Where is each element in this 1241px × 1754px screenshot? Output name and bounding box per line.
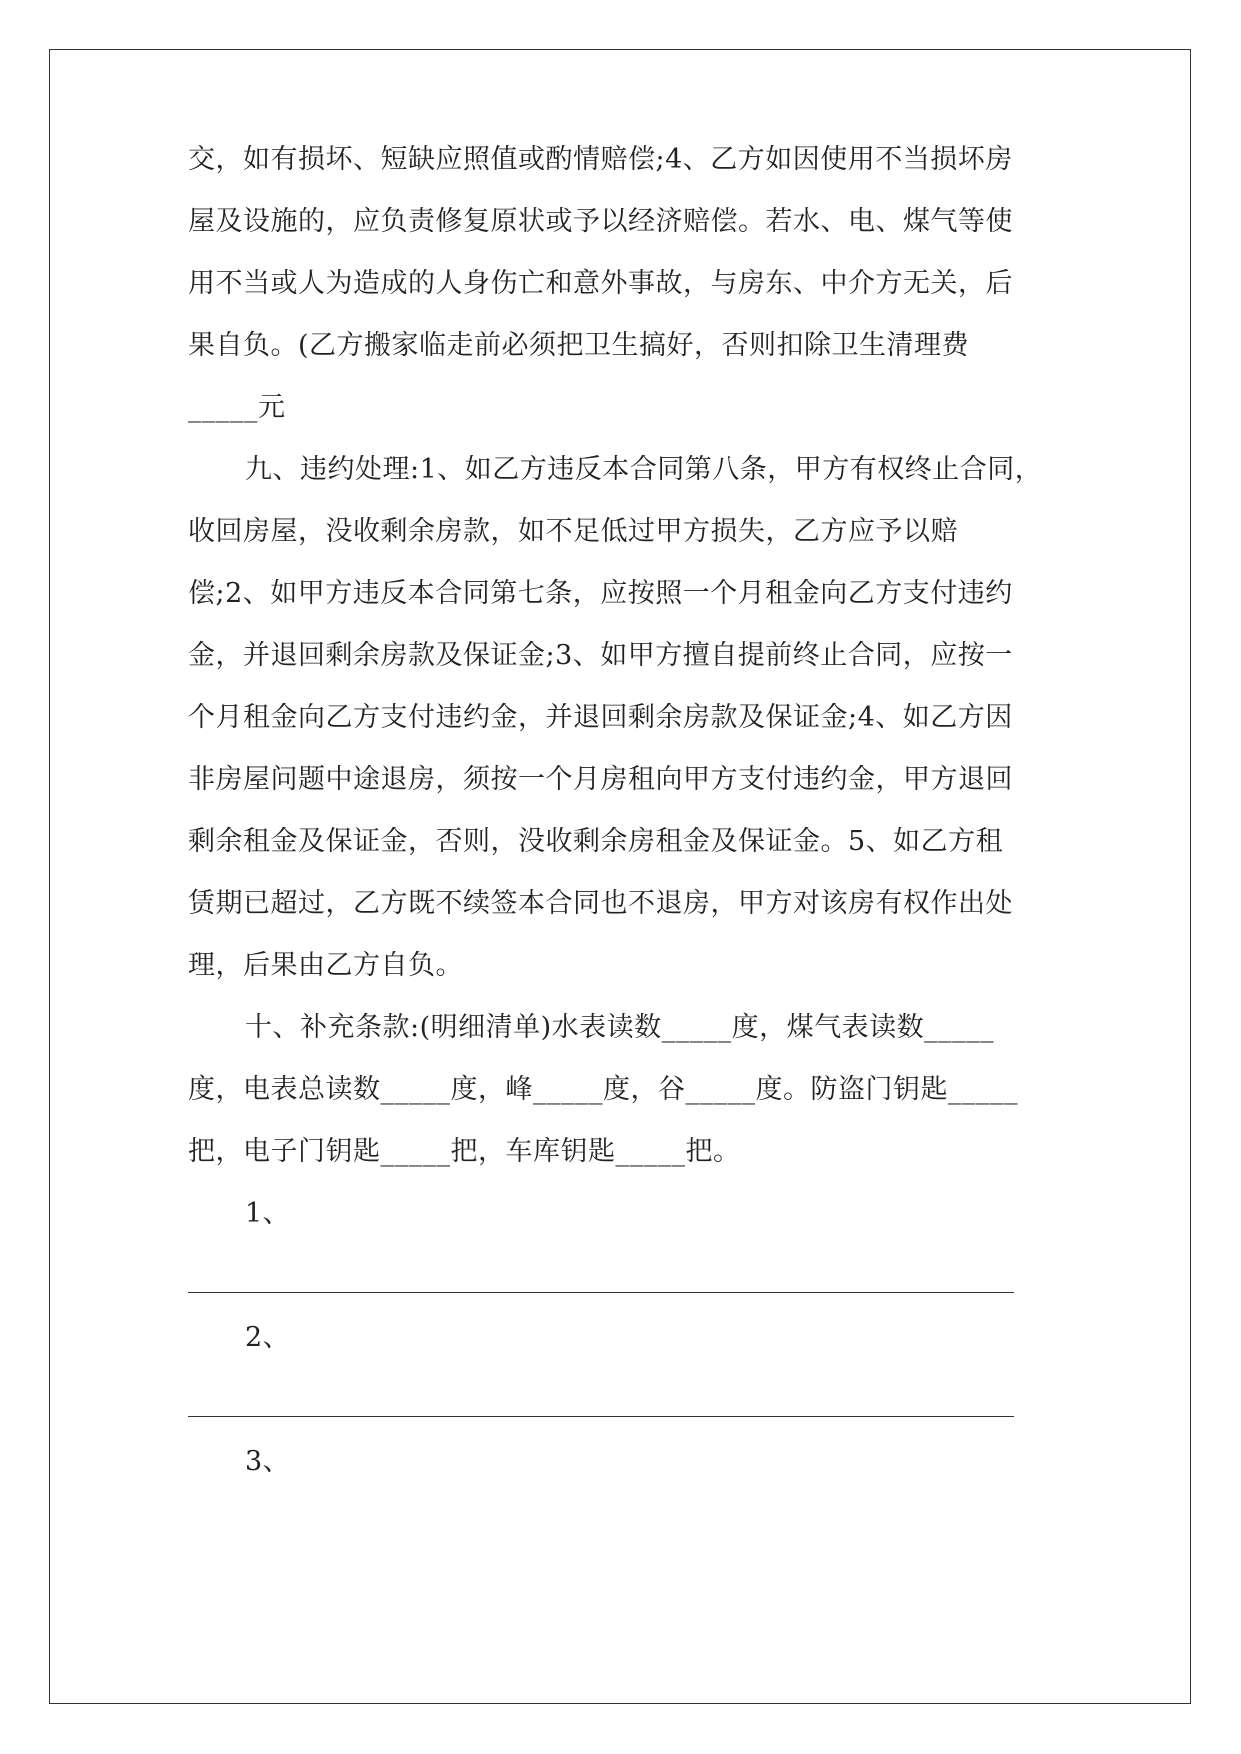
text-line: 果自负。(乙方搬家临走前必须把卫生搞好，否则扣除卫生清理费: [188, 330, 970, 361]
text-line: 收回房屋，没收剩余房款，如不足低过甲方损失，乙方应予以赔: [188, 516, 958, 547]
text-line: 赁期已超过，乙方既不续签本合同也不退房，甲方对该房有权作出处: [188, 888, 1013, 919]
section-ten-heading: 十、补充条款:(明细清单)水表读数_____度，煤气表读数_____: [245, 1012, 995, 1043]
text-line: 个月租金向乙方支付违约金，并退回剩余房款及保证金;4、如乙方因: [188, 702, 1013, 733]
text-line: 把，电子门钥匙_____把，车库钥匙_____把。: [188, 1136, 741, 1167]
text-line: 交，如有损坏、短缺应照值或酌情赔偿;4、乙方如因使用不当损坏房: [188, 144, 1013, 175]
clause-item-3: 3、: [245, 1446, 291, 1477]
text-line: 用不当或人为造成的人身伤亡和意外事故，与房东、中介方无关，后: [188, 268, 1013, 299]
text-line: 非房屋问题中途退房，须按一个月房租向甲方支付违约金，甲方退回: [188, 764, 1013, 795]
document-body: [188, 129, 1058, 1493]
clause-item-1: 1、: [245, 1198, 291, 1229]
text-line: 屋及设施的，应负责修复原状或予以经济赔偿。若水、电、煤气等使: [188, 206, 1013, 237]
clause-item-2: 2、: [245, 1322, 291, 1353]
text-line: 偿;2、如甲方违反本合同第七条，应按照一个月租金向乙方支付违约: [188, 578, 1013, 609]
text-line: 理，后果由乙方自负。: [188, 950, 463, 981]
text-line: 金，并退回剩余房款及保证金;3、如甲方擅自提前终止合同，应按一: [188, 640, 1013, 671]
text-line: 剩余租金及保证金，否则，没收剩余房租金及保证金。5、如乙方租: [188, 826, 1004, 857]
text-line: 度，电表总读数_____度，峰_____度，谷_____度。防盗门钥匙_____: [188, 1074, 1018, 1105]
section-nine-heading: 九、违约处理:1、如乙方违反本合同第八条，甲方有权终止合同，: [245, 454, 1043, 485]
fill-in-line: [188, 1369, 1058, 1431]
text-line: _____元: [188, 392, 286, 423]
fill-in-line: [188, 1245, 1058, 1307]
